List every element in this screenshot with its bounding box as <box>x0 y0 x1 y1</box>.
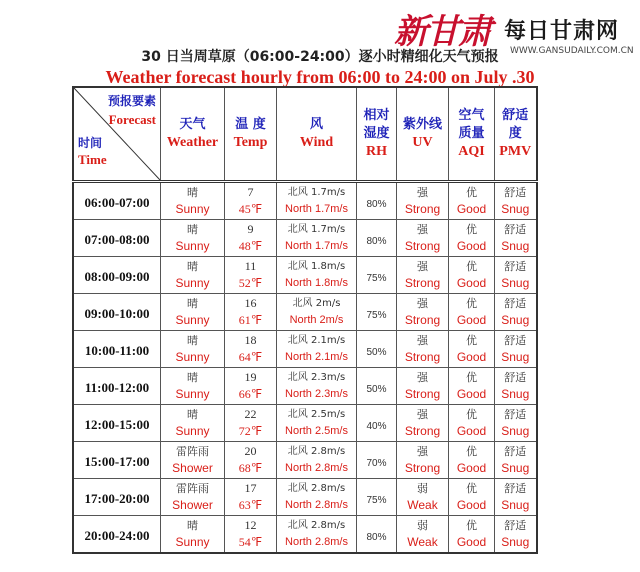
temp-celsius: 16 <box>244 296 257 310</box>
temp-fahrenheit: 66℉ <box>238 387 263 401</box>
pmv-cell <box>495 479 537 516</box>
header-rh-cn1: 相对 <box>363 108 390 123</box>
table-row <box>73 516 537 554</box>
aqi-cell <box>449 405 495 442</box>
weather-cn: 晴 <box>187 408 198 421</box>
aqi-cell <box>449 516 495 554</box>
table-row <box>73 479 537 516</box>
aqi-en: Good <box>456 461 487 475</box>
temp-celsius: 20 <box>244 444 257 458</box>
temp-cell <box>225 516 277 554</box>
temp-cell <box>225 220 277 257</box>
pmv-en: Snug <box>501 387 530 401</box>
rh-value: 50% <box>366 346 387 358</box>
weather-cell <box>161 257 225 294</box>
wind-cn: 北风 1.7m/s <box>287 224 346 235</box>
weather-cell <box>161 442 225 479</box>
aqi-cn: 优 <box>466 334 477 347</box>
temp-fahrenheit: 45℉ <box>238 202 263 216</box>
weather-en: Sunny <box>175 424 210 438</box>
aqi-cell <box>449 331 495 368</box>
temp-celsius: 18 <box>244 333 257 347</box>
rh-value: 40% <box>366 420 387 432</box>
weather-cn: 晴 <box>187 334 198 347</box>
temp-cell <box>225 257 277 294</box>
header-pmv-cn2: 度 <box>508 126 522 141</box>
pmv-en: Snug <box>501 461 530 475</box>
wind-en: North 1.7m/s <box>285 240 348 252</box>
uv-cell <box>397 405 449 442</box>
wind-cn: 北风 2.1m/s <box>287 335 346 346</box>
header-aqi-cn2: 质量 <box>458 126 485 141</box>
wind-cell <box>277 405 357 442</box>
corner-time-en: Time <box>78 152 107 167</box>
aqi-en: Good <box>456 350 487 364</box>
header-temp-cn: 温 度 <box>235 117 266 132</box>
wind-cell <box>277 294 357 331</box>
wind-cn: 北风 2.3m/s <box>287 372 346 383</box>
temp-cell <box>225 182 277 220</box>
rh-cell <box>357 182 397 220</box>
header-wind-cn: 风 <box>309 117 323 132</box>
pmv-cn: 舒适 <box>504 260 527 273</box>
pmv-cn: 舒适 <box>504 519 527 532</box>
uv-cn: 弱 <box>417 519 428 532</box>
time-range: 15:00-17:00 <box>84 453 150 469</box>
time-range: 06:00-07:00 <box>84 194 150 210</box>
rh-value: 75% <box>366 309 387 321</box>
wind-cn: 北风 2m/s <box>292 298 341 309</box>
temp-fahrenheit: 61℉ <box>238 313 263 327</box>
temp-cell <box>225 479 277 516</box>
aqi-cn: 优 <box>466 223 477 236</box>
aqi-cn: 优 <box>466 186 477 199</box>
wind-cn: 北风 1.8m/s <box>287 261 346 272</box>
uv-cn: 强 <box>417 297 428 310</box>
weather-cn: 雷阵雨 <box>176 482 209 495</box>
pmv-en: Snug <box>501 535 530 549</box>
pmv-en: Snug <box>501 350 530 364</box>
uv-cell <box>397 294 449 331</box>
uv-cn: 强 <box>417 371 428 384</box>
weather-cell <box>161 220 225 257</box>
title-english: Weather forecast hourly from 06:00 to 24:00 on July .30 <box>105 67 535 87</box>
time-cell <box>73 182 161 220</box>
weather-cn: 晴 <box>187 186 198 199</box>
aqi-en: Good <box>456 202 487 216</box>
corner-header-cell <box>73 87 161 182</box>
uv-en: Strong <box>404 387 441 401</box>
rh-value: 80% <box>366 235 387 247</box>
rh-value: 80% <box>366 531 387 543</box>
rh-cell <box>357 220 397 257</box>
wind-en: North 1.8m/s <box>285 277 348 289</box>
uv-en: Strong <box>404 239 441 253</box>
table-row <box>73 220 537 257</box>
time-cell <box>73 220 161 257</box>
logo-chinese-mark: 新甘肃 <box>394 12 490 52</box>
pmv-en: Snug <box>501 424 530 438</box>
uv-en: Strong <box>404 461 441 475</box>
wind-en: North 2m/s <box>289 314 344 326</box>
weather-en: Sunny <box>175 202 210 216</box>
temp-fahrenheit: 72℉ <box>238 424 263 438</box>
wind-en: North 2.8m/s <box>285 462 348 474</box>
temp-cell <box>225 294 277 331</box>
header-uv-cn: 紫外线 <box>402 117 442 132</box>
header-uv-en: UV <box>412 135 433 150</box>
logo-url: WWW.GANSUDAILY.COM.CN <box>510 46 634 56</box>
temp-cell <box>225 331 277 368</box>
aqi-en: Good <box>456 387 487 401</box>
corner-element-en: Forecast <box>108 112 156 127</box>
weather-cn: 晴 <box>187 297 198 310</box>
uv-cn: 弱 <box>417 482 428 495</box>
pmv-en: Snug <box>501 276 530 290</box>
uv-en: Strong <box>404 350 441 364</box>
wind-cell <box>277 479 357 516</box>
table-row <box>73 405 537 442</box>
header-wind <box>277 87 357 182</box>
wind-cell <box>277 442 357 479</box>
logo-site-name: 每日甘肃网 <box>504 19 620 44</box>
wind-en: North 2.5m/s <box>285 425 348 437</box>
header-temp <box>225 87 277 182</box>
pmv-cn: 舒适 <box>504 482 527 495</box>
temp-fahrenheit: 48℉ <box>238 239 263 253</box>
wind-cell <box>277 368 357 405</box>
aqi-cell <box>449 442 495 479</box>
time-range: 09:00-10:00 <box>84 305 150 321</box>
weather-en: Sunny <box>175 239 210 253</box>
pmv-cell <box>495 442 537 479</box>
rh-cell <box>357 368 397 405</box>
time-range: 10:00-11:00 <box>84 342 150 358</box>
wind-cn: 北风 2.8m/s <box>287 446 346 457</box>
pmv-cn: 舒适 <box>504 445 527 458</box>
corner-time-cn: 时间 <box>78 136 103 150</box>
uv-en: Strong <box>404 313 441 327</box>
rh-value: 75% <box>366 494 387 506</box>
uv-cell <box>397 182 449 220</box>
weather-cell <box>161 182 225 220</box>
table-row <box>73 331 537 368</box>
weather-en: Shower <box>172 461 213 475</box>
temp-celsius: 12 <box>244 518 257 532</box>
aqi-cell <box>449 294 495 331</box>
temp-fahrenheit: 54℉ <box>238 535 263 549</box>
pmv-cell <box>495 257 537 294</box>
weather-cell <box>161 294 225 331</box>
table-row <box>73 442 537 479</box>
header-uv <box>397 87 449 182</box>
weather-en: Sunny <box>175 313 210 327</box>
wind-cell <box>277 182 357 220</box>
time-range: 17:00-20:00 <box>84 490 150 506</box>
weather-en: Sunny <box>175 535 210 549</box>
pmv-cn: 舒适 <box>504 408 527 421</box>
weather-en: Sunny <box>175 350 210 364</box>
aqi-en: Good <box>456 313 487 327</box>
uv-cn: 强 <box>417 334 428 347</box>
uv-en: Strong <box>404 276 441 290</box>
aqi-cn: 优 <box>466 371 477 384</box>
weather-cell <box>161 368 225 405</box>
header-temp-en: Temp <box>233 135 268 150</box>
temp-cell <box>225 442 277 479</box>
weather-cn: 晴 <box>187 519 198 532</box>
aqi-en: Good <box>456 276 487 290</box>
time-range: 12:00-15:00 <box>84 416 150 432</box>
header-rh <box>357 87 397 182</box>
wind-en: North 2.8m/s <box>285 536 348 548</box>
pmv-en: Snug <box>501 239 530 253</box>
wind-cn: 北风 2.5m/s <box>287 409 346 420</box>
forecast-table <box>72 86 538 554</box>
weather-cell <box>161 516 225 554</box>
pmv-cn: 舒适 <box>504 297 527 310</box>
time-cell <box>73 294 161 331</box>
time-range: 08:00-09:00 <box>84 268 150 284</box>
temp-celsius: 11 <box>244 259 257 273</box>
time-range: 11:00-12:00 <box>84 379 150 395</box>
rh-value: 75% <box>366 272 387 284</box>
rh-value: 80% <box>366 198 387 210</box>
uv-cell <box>397 368 449 405</box>
wind-cell <box>277 257 357 294</box>
header-pmv-en: PMV <box>499 144 532 159</box>
weather-en: Shower <box>172 498 213 512</box>
aqi-cn: 优 <box>466 260 477 273</box>
weather-cn: 晴 <box>187 371 198 384</box>
header-pmv-cn1: 舒适 <box>502 108 529 123</box>
uv-en: Weak <box>407 535 438 549</box>
temp-cell <box>225 368 277 405</box>
forecast-rows <box>73 182 537 554</box>
rh-cell <box>357 479 397 516</box>
uv-cell <box>397 479 449 516</box>
time-range: 20:00-24:00 <box>84 527 150 543</box>
rh-cell <box>357 294 397 331</box>
rh-cell <box>357 331 397 368</box>
aqi-en: Good <box>456 424 487 438</box>
uv-cn: 强 <box>417 408 428 421</box>
time-cell <box>73 368 161 405</box>
weather-en: Sunny <box>175 276 210 290</box>
weather-cell <box>161 331 225 368</box>
pmv-cn: 舒适 <box>504 223 527 236</box>
uv-cell <box>397 331 449 368</box>
rh-cell <box>357 405 397 442</box>
weather-cn: 雷阵雨 <box>176 445 209 458</box>
aqi-cn: 优 <box>466 519 477 532</box>
wind-cn: 北风 1.7m/s <box>287 187 346 198</box>
pmv-cell <box>495 182 537 220</box>
header-wind-en: Wind <box>299 135 334 150</box>
wind-en: North 2.3m/s <box>285 388 348 400</box>
table-row <box>73 368 537 405</box>
uv-cell <box>397 442 449 479</box>
uv-en: Strong <box>404 424 441 438</box>
pmv-cell <box>495 405 537 442</box>
wind-cell <box>277 220 357 257</box>
pmv-cn: 舒适 <box>504 186 527 199</box>
rh-cell <box>357 516 397 554</box>
header-aqi-en: AQI <box>458 144 485 159</box>
rh-value: 70% <box>366 457 387 469</box>
aqi-en: Good <box>456 498 487 512</box>
time-cell <box>73 257 161 294</box>
weather-cell <box>161 479 225 516</box>
wind-en: North 2.1m/s <box>285 351 348 363</box>
pmv-cell <box>495 294 537 331</box>
temp-celsius: 9 <box>247 222 254 236</box>
temp-fahrenheit: 68℉ <box>238 461 263 475</box>
header-rh-en: RH <box>366 144 387 159</box>
pmv-cn: 舒适 <box>504 371 527 384</box>
temp-celsius: 19 <box>244 370 257 384</box>
pmv-cn: 舒适 <box>504 334 527 347</box>
header-weather-cn: 天气 <box>179 117 206 132</box>
time-cell <box>73 331 161 368</box>
aqi-cn: 优 <box>466 297 477 310</box>
wind-en: North 2.8m/s <box>285 499 348 511</box>
wind-cn: 北风 2.8m/s <box>287 483 346 494</box>
temp-fahrenheit: 52℉ <box>238 276 263 290</box>
pmv-cell <box>495 220 537 257</box>
uv-cn: 强 <box>417 223 428 236</box>
uv-en: Strong <box>404 202 441 216</box>
weather-cn: 晴 <box>187 223 198 236</box>
weather-en: Sunny <box>175 387 210 401</box>
temp-fahrenheit: 64℉ <box>238 350 263 364</box>
uv-en: Weak <box>407 498 438 512</box>
aqi-cell <box>449 182 495 220</box>
pmv-cell <box>495 516 537 554</box>
wind-en: North 1.7m/s <box>285 203 348 215</box>
aqi-cell <box>449 368 495 405</box>
header-weather <box>161 87 225 182</box>
temp-celsius: 7 <box>247 185 254 199</box>
time-cell <box>73 479 161 516</box>
weather-cn: 晴 <box>187 260 198 273</box>
header-pmv <box>495 87 537 182</box>
wind-cell <box>277 516 357 554</box>
aqi-cell <box>449 479 495 516</box>
title-chinese: 30 日当周草原（06:00-24:00）逐小时精细化天气预报 <box>141 49 499 65</box>
uv-cn: 强 <box>417 445 428 458</box>
rh-value: 50% <box>366 383 387 395</box>
header-aqi-cn1: 空气 <box>458 108 485 123</box>
pmv-cell <box>495 331 537 368</box>
aqi-en: Good <box>456 239 487 253</box>
temp-celsius: 17 <box>244 481 257 495</box>
time-range: 07:00-08:00 <box>84 231 150 247</box>
table-row <box>73 182 537 220</box>
time-cell <box>73 405 161 442</box>
aqi-cn: 优 <box>466 408 477 421</box>
header-aqi <box>449 87 495 182</box>
pmv-en: Snug <box>501 313 530 327</box>
pmv-cell <box>495 368 537 405</box>
header-row <box>73 87 537 182</box>
aqi-en: Good <box>456 535 487 549</box>
table-row <box>73 257 537 294</box>
time-cell <box>73 516 161 554</box>
uv-cn: 强 <box>417 260 428 273</box>
temp-fahrenheit: 63℉ <box>238 498 263 512</box>
uv-cn: 强 <box>417 186 428 199</box>
uv-cell <box>397 516 449 554</box>
table-row <box>73 294 537 331</box>
temp-celsius: 22 <box>244 407 257 421</box>
temp-cell <box>225 405 277 442</box>
wind-cell <box>277 331 357 368</box>
wind-cn: 北风 2.8m/s <box>287 520 346 531</box>
pmv-en: Snug <box>501 202 530 216</box>
corner-element-cn: 预报要素 <box>107 94 156 108</box>
time-cell <box>73 442 161 479</box>
rh-cell <box>357 257 397 294</box>
aqi-cell <box>449 220 495 257</box>
uv-cell <box>397 257 449 294</box>
aqi-cn: 优 <box>466 482 477 495</box>
pmv-en: Snug <box>501 498 530 512</box>
header-rh-cn2: 湿度 <box>363 126 390 141</box>
aqi-cn: 优 <box>466 445 477 458</box>
header-weather-en: Weather <box>166 135 219 150</box>
rh-cell <box>357 442 397 479</box>
aqi-cell <box>449 257 495 294</box>
weather-cell <box>161 405 225 442</box>
uv-cell <box>397 220 449 257</box>
